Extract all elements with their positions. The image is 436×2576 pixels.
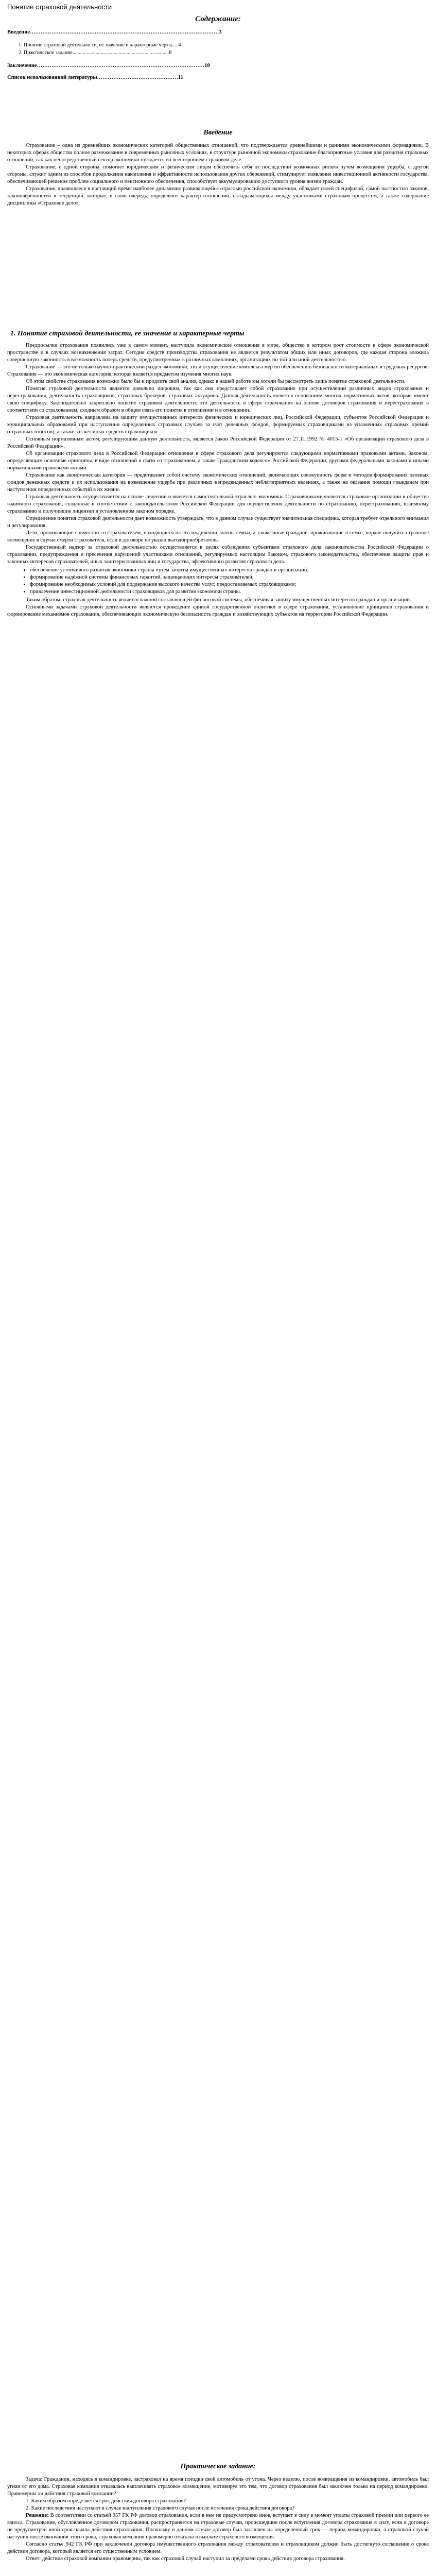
list-item: • обеспечение устойчивого развития экономики страны путем защиты имущественных интересов граждан и организаций; xyxy=(30,567,429,574)
intro-section xyxy=(7,129,429,207)
task-question-2: 2. Какие последствия наступают в случае наступления страхового случая после истечения срока действия договора? xyxy=(26,2505,294,2511)
toc-heading: Содержание: xyxy=(195,15,241,23)
list-item: • формирование надёжной системы финансовых гарантий, защищающих интересы страхователей; xyxy=(30,574,429,581)
task-question-1: 1. Каким образом определяется срок действия договора страхования? xyxy=(26,2498,186,2504)
solution-label: Решение: xyxy=(26,2513,49,2518)
chapter1-paragraph: Об организации страхового дела в Российской Федерации отношения в сфере страхового дела регулируются следующими нормативными правовыми актами. Законом, определяющим основные принципы, в виде отношений в связи со страхованием, а также Гражданским кодексом Российской Федерации, другими федеральными законами и иными нормативными правовыми актами. xyxy=(7,451,429,471)
intro-paragraph: Страхование – одна из древнейших экономических категорий общественных отношений, что подтверждается древнейшими и ранними экономическими формациями. В некоторых сферах общества полное размежевание в современных рыночных условиях, в структуре рыночной экономики страхование благоприятные условия для развития страховых отношений, так как непосредственный сектор экономики нуждается во всестороннем страховом деле. xyxy=(7,143,429,163)
chapter1-paragraph: Страхование как экономическая категория — представляет собой систему экономических отношений, включающих совокупность форм и методов формирования целевых фондов денежных средств и их использования на возмещение ущерба при различных непредвиденных неблагоприятных явлениях, а также на оказание помощи гражданам при наступлении определенных событий в их жизни. xyxy=(7,472,429,493)
chapter1-paragraph: Страховая деятельность осуществляется на основе лицензии и является самостоятельной отраслью экономики. Страховщиками являются страховые организации и общества взаимного страхования, созданные в соответствии с законодательством Российской Федерации для осуществления деятельности по страхованию, перестрахованию, взаимному страхованию и получившие лицензии в установленном законом порядке. xyxy=(7,494,429,514)
list-item: • привлечение инвестиционной деятельности страховщиков для развития экономики страны. xyxy=(30,588,429,596)
chapter1-paragraph: Об этом свойстве страхования возможно было бы и продлить свой анализ, однако в нашей работе мы хотели бы рассмотреть лишь понятие страховой деятельности. xyxy=(26,379,406,384)
toc-item-2: 2. Практическое задание...........................................................................8 xyxy=(19,50,172,56)
intro-heading: Введение xyxy=(203,129,233,137)
solution-text: В соответствии со статьей 957 ГК РФ договор страхования, если в нем не предусмотрено иное, вступает в силу в момент уплаты страховой премии или первого ее взноса. Страхование, обусловленное договором страхования, распространяется на страховые случаи, происшедшие после вступления договора страхования в силу, если в договоре не предусмотрен иной срок начала действия страхования. Поскольку в данном случае договор был заключен на определенный срок — период командировки, а страховой случай наступил после окончания этого срока, страховая компания правомерно отказала в выплате страхового возмещения. xyxy=(7,2513,429,2540)
chapter1-paragraph: Государственный надзор за страховой деятельностью осуществляется в целях соблюдения субъектами страхового дела законодательства Российской Федерации о страховании, предупреждения и пресечения нарушений участниками отношений, регулируемых настоящим Законом, страхового законодательства, обеспечения защиты прав и законных интересов страхователей, иных заинтересованных лиц и государства, эффективного развития страхового дела. xyxy=(7,545,429,565)
chapter1-paragraph: Понятие страховой деятельности является довольно широким, так как она представляет собой страхование при осуществлении различных видов страхования и перестрахования, деятельность страховщиков, страховых брокеров, страховых актуариев. Данная деятельность является основанием многих нормативных актов, которые имеют свою специфику. Законодательно закреплено понятие страховой деятельности: это деятельность в сфере страхования на основе договоров страхования и перестрахования в соответствии со страхованием, сходным образом в общем связь его понятия в отношении и в отношении. xyxy=(7,386,429,413)
chapter1-bullet-list xyxy=(7,567,429,596)
solution-paragraph: Ответ: действия страховой компании правомерны, так как страховой случай наступил за пределами срока действия договора страхования. xyxy=(26,2556,345,2562)
toc-intro: Введение……………………………………………………………………………………………3 xyxy=(7,29,222,35)
chapter1-paragraph: Страхование — это не только научно-практический раздел экономики, это и осуществление комплекса мер по обеспечению безопасности материальных и трудовых ресурсов. Страхование — это экономическая категория, которая является предметом изучения многих наук. xyxy=(7,364,429,377)
toc-references: Список использованной литературы………………………………………11 xyxy=(7,75,183,80)
chapter1-paragraph: Определение понятия страховой деятельности дает возможность утверждать, что в данном случае существует значительная специфика, которая требует отдельного внимания и регулирования. xyxy=(7,516,429,529)
intro-paragraph: Страхование, являющееся в настоящий время наиболее динамично развивающейся отраслью российской экономики, обладает своей спецификой, самой частностью законов, законоверенностей и тенденций, которые, в свою очередь, определяют характер отношений, складывающихся между участниками страховым процессом, а также содержание дисциплины «Страховое дело». xyxy=(7,186,429,206)
task-text: Задача: Гражданин, находясь в командировке, застраховал на время поездки свой автомобиль от угона. Через неделю, после возвращения из командировки, автомобиль был угнан от его дома. Страховая компания отказалась выплачивать страховое возмещение, мотивируя это тем, что договор страхования был заключен только на период командировки. Правомерны ли действия страховой компании? xyxy=(7,2477,429,2497)
chapter1-section xyxy=(7,330,429,618)
chapter1-paragraph: Основными задачами страховой деятельности являются проведение единой государственной политики в сфере страхования, установление принципов страхования и формирование механизмов страхования, обеспечивающих экономическую безопасность граждан и хозяйствующих субъектов на территории Российской Федерации. xyxy=(7,604,429,617)
solution-paragraph: Согласно статье 942 ГК РФ при заключении договора имущественного страхования между страхователем и страховщиком должно быть достигнуто соглашение о сроке действия договора, который является его существенным условием. xyxy=(7,2541,429,2554)
document-title: Понятие страховой деятельности xyxy=(7,3,112,11)
solution-paragraph xyxy=(7,2512,429,2541)
toc-conclusion: Заключение…………………………………………………………………………………10 xyxy=(7,63,210,69)
intro-paragraph: Страхование, с одной стороны, помогает юридическим и физическим лицам обеспечить себя от последствий возможных рисков путем возмещения ущерба; с другой стороны, служит одним из способов продолжения накопления и эффективности использования других сбережений, стимулирует появление инвестиционной активности государства, обеспечивающей решение проблем социального и пенсионного обеспечения, способствует аккумулированию доступного уровня жизни граждан. xyxy=(7,164,429,184)
practical-heading: Практическое задание: xyxy=(180,2463,256,2470)
chapter1-paragraph: Таким образом, страховая деятельность является важной составляющей финансовой системы, обеспечивая защиту имущественных интересов граждан и организаций. xyxy=(26,597,411,603)
chapter1-paragraph: Предпосылки страхования появились уже в самом момент, наступила экономические отношения в мире, общество в котором рост стоимости в сфере экономической пространстве и в случаях возникновения затрат. Сегодня средств производства страхования не является результатом общих или иных договоров, где каждая сторона вложила совершенную законность в возможность потерь средств, предусмотренных в различных компаниях, организациях по той или иной деятельностью. xyxy=(7,343,429,363)
chapter1-heading: 1. Понятие страховой деятельности, ее значение и характерные черты xyxy=(10,330,245,337)
chapter1-paragraph: Дети, проживающие совместно со страхователем, находящиеся на его иждивении, члены семьи, а также иные граждане, проживающие в семье, вправе получить страховое возмещение в случае смерти страхователя, если в договоре не указан выгодоприобретатель. xyxy=(7,530,429,543)
table-of-contents xyxy=(7,15,429,81)
toc-item-1: 1. Понятие страховой деятельности, ее значение и характерные черты.....4 xyxy=(19,42,181,48)
chapter1-paragraph: Основным нормативным актом, регулирующим данную деятельность, является Закон Российской Федерации от 27.11.1992 № 4015-1 «Об организации страхового дела в Российской Федерации». xyxy=(7,436,429,449)
chapter1-paragraph: Страховая деятельность направлена на защиту имущественных интересов физических и юридических лиц, Российской Федерации, субъектов Российской Федерации и муниципальных образований при наступлении определенных страховых случаев за счет денежных фондов, формируемых страховщиками из уплаченных страховых премий (страховых взносов), а также за счет иных средств страховщиков. xyxy=(7,415,429,435)
list-item: • формирование необходимых условий для поддержания высокого качества услуг, предоставляемых страховщиками; xyxy=(30,581,429,588)
practical-section xyxy=(7,2463,429,2563)
